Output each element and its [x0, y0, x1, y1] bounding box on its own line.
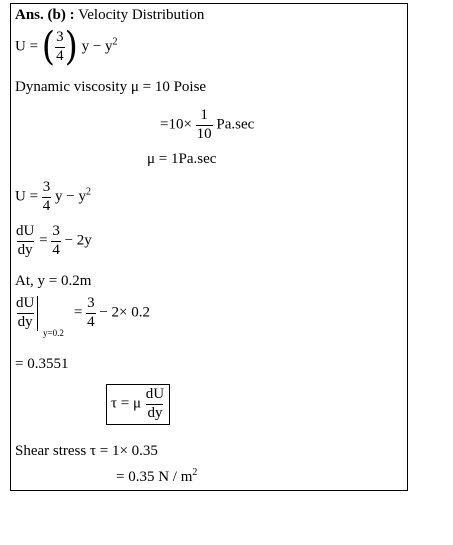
conv-prefix: =10× [160, 116, 192, 133]
fraction-1-10 [196, 108, 213, 143]
left-paren: ( [41, 24, 56, 71]
answer-topic: Velocity Distribution [78, 7, 205, 23]
velocity-equation [15, 24, 118, 71]
fraction-3-4 [42, 180, 52, 215]
at-y-line: At, y = 0.2m [15, 273, 92, 289]
u-equals: U = [15, 38, 39, 55]
numerator: 3 [87, 295, 95, 311]
right-paren: ) [64, 24, 78, 71]
du-dy [15, 296, 35, 331]
u-equals: U = [15, 188, 39, 205]
numerator: dU [16, 223, 35, 239]
denominator: 4 [87, 313, 95, 330]
fraction-3-4 [86, 296, 96, 331]
mu-result: μ = 1Pa.sec [147, 151, 217, 167]
final-answer [116, 467, 198, 485]
du-dy [15, 224, 35, 259]
denominator: dy [17, 313, 33, 330]
fraction-3-4 [55, 30, 65, 65]
shear-stress-line: Shear stress τ = 1× 0.35 [15, 443, 158, 459]
exponent: 2 [112, 36, 118, 48]
denominator: 4 [42, 197, 51, 214]
eval-subscript: y=0.2 [43, 328, 64, 338]
viscosity-line: Dynamic viscosity μ = 10 Poise [15, 79, 207, 95]
numerator: 3 [52, 223, 60, 239]
y-minus-y: y − y [55, 188, 87, 205]
equals-sign: = [73, 304, 83, 321]
minus-2y: − 2y [64, 232, 92, 249]
denominator: dy [147, 404, 163, 421]
minus-2x02: − 2× 0.2 [99, 304, 150, 321]
numerator: 3 [42, 179, 51, 195]
fraction-3-4 [51, 224, 61, 259]
denominator: 10 [196, 125, 212, 142]
parenthesized-fraction [41, 24, 78, 71]
final-value: = 0.35 N / m [116, 469, 193, 485]
shear-formula-box [106, 384, 170, 425]
conversion-line [160, 108, 254, 143]
numerator: 1 [200, 107, 208, 123]
tau-mu: τ = μ [111, 395, 142, 412]
denominator: 4 [56, 47, 64, 64]
denominator: dy [17, 241, 33, 258]
answer-label: Ans. (b) : [15, 7, 75, 23]
numerator: 3 [56, 29, 64, 45]
final-exponent: 2 [192, 467, 198, 478]
result-line: = 0.3551 [15, 356, 69, 372]
eval-bar [15, 295, 64, 338]
numerator: dU [145, 386, 165, 402]
numerator: dU [16, 295, 35, 311]
evaluated-derivative [15, 295, 150, 338]
exponent: 2 [86, 186, 92, 198]
conv-unit: Pa.sec [216, 116, 255, 133]
du-dy [145, 387, 165, 422]
y-minus-y: y − y [81, 38, 113, 55]
denominator: 4 [52, 241, 60, 258]
derivative-equation [15, 224, 92, 259]
velocity-equation-2 [15, 180, 91, 215]
equals-sign: = [39, 232, 48, 249]
answer-heading [15, 8, 204, 23]
